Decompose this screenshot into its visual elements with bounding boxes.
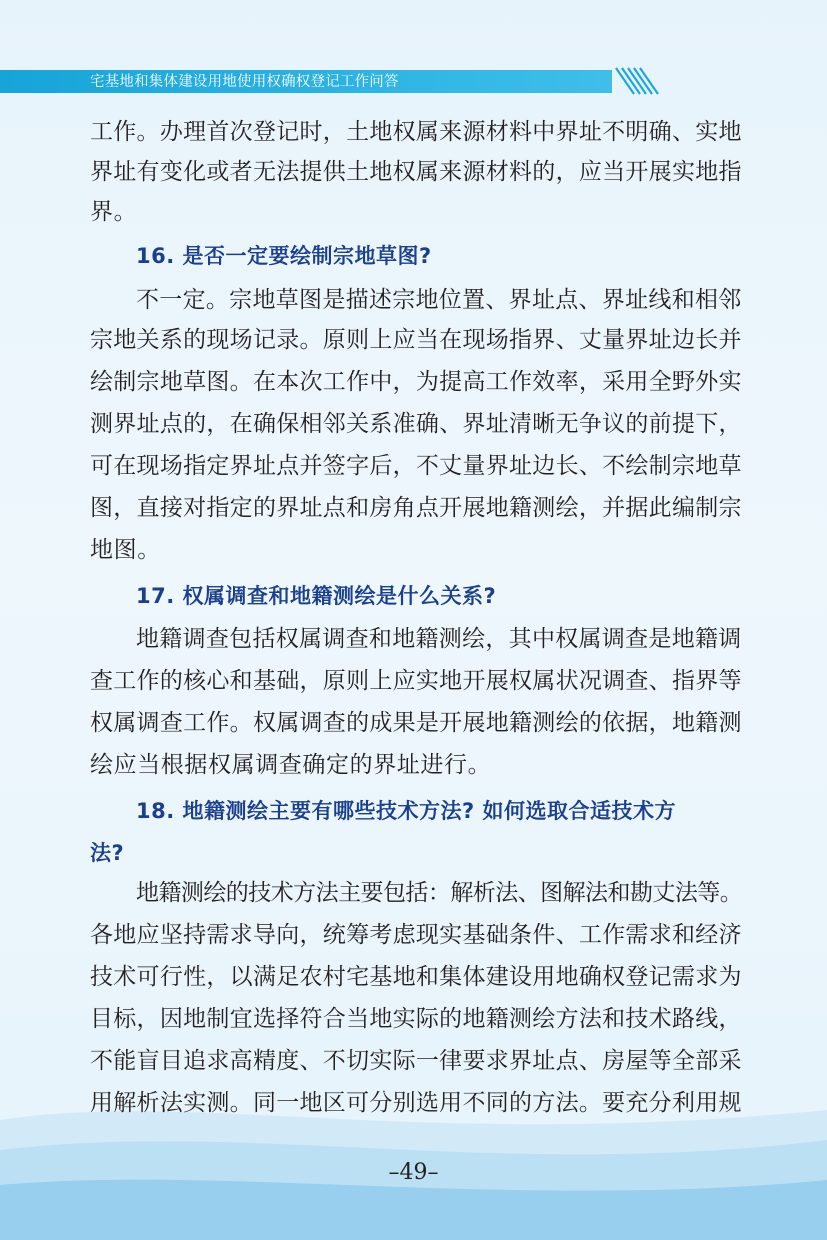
paragraph-line: 可在现场指定界址点并签字后，不丈量界址边长、不绘制宗地草 — [90, 453, 742, 479]
paragraph-line: 地图。 — [90, 537, 161, 563]
paragraph-line: 界址有变化或者无法提供土地权属来源材料的，应当开展实地指 — [90, 159, 742, 185]
question-18-heading: 18. 地籍测绘主要有哪些技术方法? 如何选取合适技术方 — [136, 799, 677, 823]
question-16-heading: 16. 是否一定要绘制宗地草图? — [136, 244, 432, 268]
paragraph-line: 各地应坚持需求导向，统筹考虑现实基础条件、工作需求和经济 — [90, 922, 742, 948]
paragraph-line: 绘应当根据权属调查确定的界址进行。 — [90, 752, 492, 778]
paragraph-line: 工作。办理首次登记时，土地权属来源材料中界址不明确、实地 — [90, 119, 742, 145]
paragraph-line: 目标，因地制宜选择符合当地实际的地籍测绘方法和技术路线， — [90, 1006, 742, 1032]
paragraph-line: 测界址点的，在确保相邻关系准确、界址清晰无争议的前提下， — [90, 411, 742, 437]
paragraph-line: 地籍测绘的技术方法主要包括：解析法、图解法和勘丈法等。 — [136, 880, 743, 906]
paragraph-line: 不一定。宗地草图是描述宗地位置、界址点、界址线和相邻 — [136, 287, 742, 313]
page-number: –49– — [388, 1160, 439, 1185]
question-18-heading-continued: 法? — [90, 841, 125, 865]
paragraph-line: 用解析法实测。同一地区可分别选用不同的方法。要充分利用规 — [90, 1090, 742, 1116]
paragraph-line: 界。 — [90, 199, 138, 225]
paragraph-line: 地籍调查包括权属调查和地籍测绘，其中权属调查是地籍调 — [136, 626, 742, 652]
header-stripes-decoration — [612, 66, 660, 96]
running-header-title: 宅基地和集体建设用地使用权确权登记工作问答 — [90, 74, 399, 90]
paragraph-line: 绘制宗地草图。在本次工作中，为提高工作效率，采用全野外实 — [90, 369, 742, 395]
paragraph-line: 宗地关系的现场记录。原则上应当在现场指界、丈量界址边长并 — [90, 327, 742, 353]
paragraph-line: 查工作的核心和基础，原则上应实地开展权属状况调查、指界等 — [90, 668, 742, 694]
paragraph-line: 图，直接对指定的界址点和房角点开展地籍测绘，并据此编制宗 — [90, 495, 742, 521]
paragraph-line: 不能盲目追求高精度、不切实际一律要求界址点、房屋等全部采 — [90, 1048, 742, 1074]
paragraph-line: 权属调查工作。权属调查的成果是开展地籍测绘的依据，地籍测 — [90, 710, 742, 736]
paragraph-line: 技术可行性，以满足农村宅基地和集体建设用地确权登记需求为 — [90, 964, 742, 990]
question-17-heading: 17. 权属调查和地籍测绘是什么关系? — [136, 584, 497, 608]
